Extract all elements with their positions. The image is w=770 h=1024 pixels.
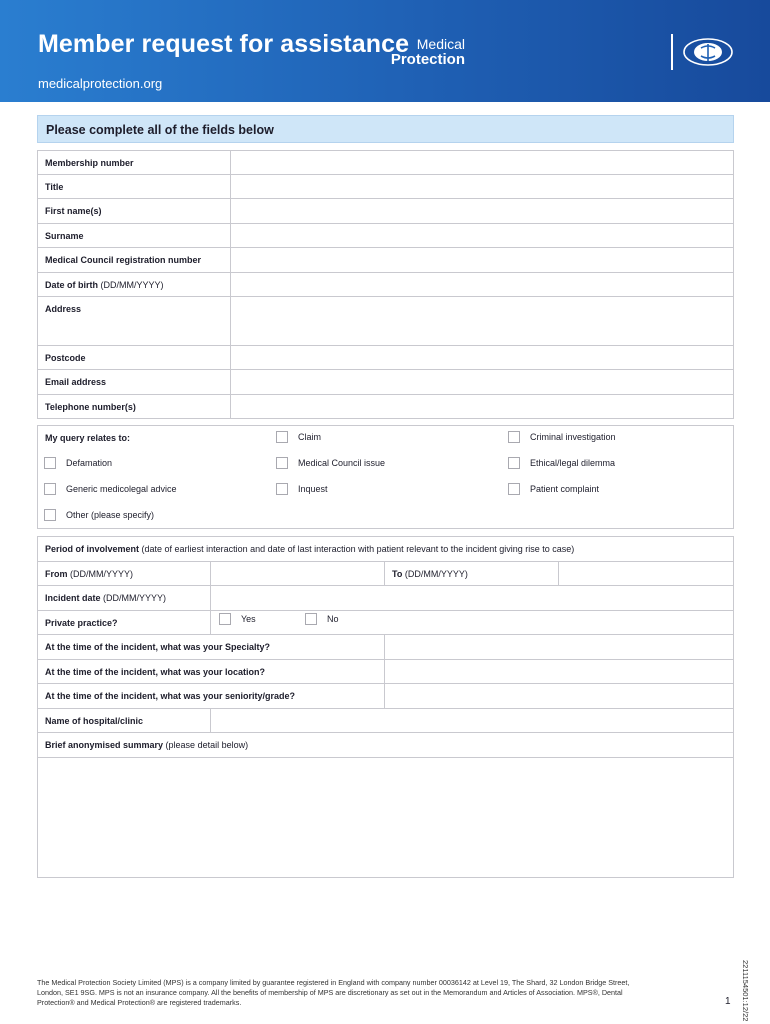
first-name-label: First name(s) (38, 199, 231, 224)
checkbox[interactable] (219, 613, 231, 625)
address-label: Address (38, 297, 231, 346)
hospital-clinic-label: Name of hospital/clinic (38, 709, 211, 733)
private-practice-options (211, 611, 734, 635)
date-of-birth-field[interactable] (231, 273, 734, 297)
option-ethical-legal-dilemma[interactable]: Ethical/legal dilemma (508, 457, 615, 469)
private-practice-label: Private practice? (38, 611, 211, 635)
title-field[interactable] (231, 175, 734, 199)
checkbox[interactable] (44, 457, 56, 469)
checkbox[interactable] (508, 483, 520, 495)
summary-label: Brief anonymised summary (please detail below) (38, 733, 734, 758)
email-label: Email address (38, 370, 231, 395)
membership-number-label: Membership number (38, 151, 231, 175)
telephone-label: Telephone number(s) (38, 395, 231, 419)
to-date-label: To (DD/MM/YYYY) (385, 562, 559, 586)
option-inquest[interactable]: Inquest (276, 483, 328, 495)
location-label: At the time of the incident, what was your location? (38, 660, 385, 684)
legal-footer: The Medical Protection Society Limited (MPS) is a company limited by guarantee registered in England with company number 00036142 at Level 19, The Shard, 32 London Bridge Street, London, SE1 9SG. MPS is not an insurance company. All the benefits of membership of MPS are discretionary as set out in the Memorandum and Articles of Association. MPS®, Dental Protection® and Medical Protection® are registered trademarks. (37, 978, 630, 1007)
surname-label: Surname (38, 224, 231, 248)
checkbox[interactable] (44, 483, 56, 495)
surname-field[interactable] (231, 224, 734, 248)
header-banner (0, 0, 770, 102)
hospital-clinic-field[interactable] (211, 709, 734, 733)
website-link[interactable]: medicalprotection.org (38, 76, 163, 91)
registration-number-field[interactable] (231, 248, 734, 273)
date-of-birth-label: Date of birth (DD/MM/YYYY) (38, 273, 231, 297)
title-label: Title (38, 175, 231, 199)
option-patient-complaint[interactable]: Patient complaint (508, 483, 599, 495)
page-title: Member request for assistance (38, 30, 410, 58)
seniority-label: At the time of the incident, what was your seniority/grade? (38, 684, 385, 709)
private-practice-yes[interactable]: Yes (219, 613, 256, 625)
to-date-field[interactable] (559, 562, 734, 586)
option-other[interactable]: Other (please specify) (44, 509, 154, 521)
specialty-field[interactable] (385, 635, 734, 660)
membership-number-field[interactable] (231, 151, 734, 175)
checkbox[interactable] (305, 613, 317, 625)
from-date-label: From (DD/MM/YYYY) (38, 562, 211, 586)
option-defamation[interactable]: Defamation (44, 457, 112, 469)
summary-field[interactable] (38, 758, 734, 878)
telephone-field[interactable] (231, 395, 734, 419)
option-medical-council-issue[interactable]: Medical Council issue (276, 457, 385, 469)
specialty-label: At the time of the incident, what was your Specialty? (38, 635, 385, 660)
checkbox[interactable] (44, 509, 56, 521)
checkbox[interactable] (276, 457, 288, 469)
option-generic-medicolegal-advice[interactable]: Generic medicolegal advice (44, 483, 177, 495)
checkbox[interactable] (276, 431, 288, 443)
location-field[interactable] (385, 660, 734, 684)
checkbox[interactable] (508, 431, 520, 443)
address-field[interactable] (231, 297, 734, 346)
incident-table (37, 536, 734, 878)
logo-divider (671, 34, 673, 70)
option-claim[interactable]: Claim (276, 431, 321, 443)
private-practice-no[interactable]: No (305, 613, 339, 625)
logo-text-line1: Medical (416, 36, 465, 52)
caduceus-circle-icon (682, 36, 734, 68)
period-of-involvement-label: Period of involvement (date of earliest interaction and date of last interaction with patient relevant to the incident giving rise to case) (38, 537, 734, 562)
postcode-label: Postcode (38, 346, 231, 370)
query-label: My query relates to: (45, 433, 131, 443)
section-heading: Please complete all of the fields below (37, 115, 734, 143)
incident-date-label: Incident date (DD/MM/YYYY) (38, 586, 211, 611)
document-code: 2211154501:12/22 (741, 960, 750, 1022)
page-number: 1 (725, 996, 731, 1007)
seniority-field[interactable] (385, 684, 734, 709)
option-criminal-investigation[interactable]: Criminal investigation (508, 431, 616, 443)
from-date-field[interactable] (211, 562, 385, 586)
checkbox[interactable] (508, 457, 520, 469)
postcode-field[interactable] (231, 346, 734, 370)
registration-number-label: Medical Council registration number (38, 248, 231, 273)
first-name-field[interactable] (231, 199, 734, 224)
incident-date-field[interactable] (211, 586, 734, 611)
logo-text-line2: Protection (390, 51, 465, 68)
checkbox[interactable] (276, 483, 288, 495)
email-field[interactable] (231, 370, 734, 395)
personal-details-table (37, 150, 734, 419)
